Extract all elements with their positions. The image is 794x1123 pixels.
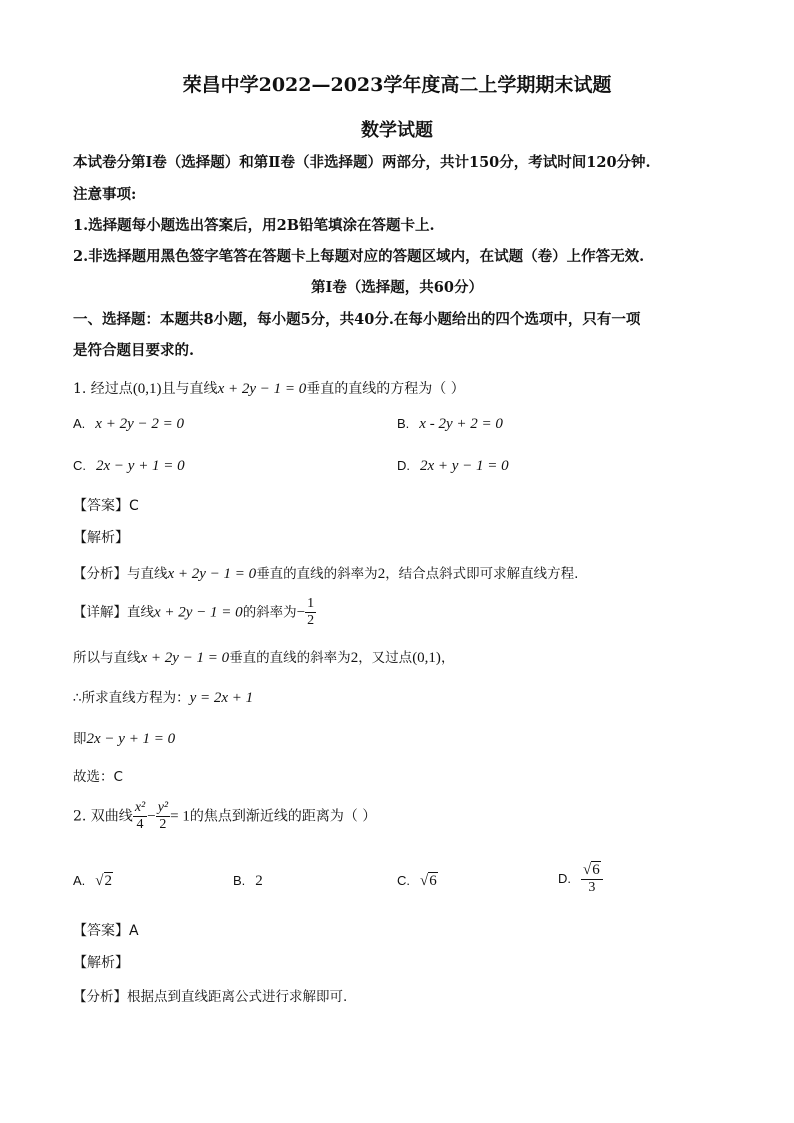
q2-analysis-heading: 【解析】 <box>73 955 129 971</box>
section-instruction-line2: 是符合题目要求的. <box>73 342 195 359</box>
q2-option-d <box>558 862 603 896</box>
q2-option-a-label: A. <box>73 873 86 888</box>
q1-option-a-expr: x + 2y − 2 = 0 <box>95 416 184 432</box>
q1-detail <box>73 596 316 629</box>
q1-result-eq: y = 2x + 1 <box>189 690 254 706</box>
q1-option-c <box>73 458 185 475</box>
q1-result <box>73 686 253 707</box>
q1-so-prefix: 所以与直线 <box>73 650 141 666</box>
q1-result2-eq: 2x − y + 1 = 0 <box>86 731 176 747</box>
q1-mid: 且与直线 <box>161 381 218 397</box>
q2-option-b <box>233 873 263 890</box>
q1-option-b <box>397 416 503 433</box>
q2-frac-y-den: 2 <box>159 817 167 832</box>
q1-option-c-expr: 2x − y + 1 = 0 <box>96 458 185 474</box>
q1-detail-prefix: 【详解】直线 <box>73 604 154 621</box>
q2-option-c-radicand: 6 <box>429 873 437 889</box>
q1-fenxi-eq: x + 2y − 1 = 0 <box>167 566 257 582</box>
q1-fenxi <box>73 562 578 583</box>
q1-fenxi-prefix: 【分析】与直线 <box>73 566 168 582</box>
q1-detail-frac-den: 2 <box>307 613 315 628</box>
q2-option-c-label: C. <box>397 873 410 888</box>
q1-fenxi-mid: 垂直的直线的斜率为 <box>256 566 378 582</box>
question-2-stem <box>73 800 376 833</box>
exam-intro: 本试卷分第Ⅰ卷（选择题）和第Ⅱ卷（非选择题）两部分，共计150分，考试时间120分钟. <box>73 154 651 171</box>
q1-option-a-label: A. <box>73 416 86 431</box>
q1-option-b-expr: x - 2y + 2 = 0 <box>419 416 503 432</box>
q2-minus: − <box>147 808 156 825</box>
q2-frac-x-den: 4 <box>136 817 144 832</box>
q2-frac-x <box>133 800 147 833</box>
subject-title: 数学试题 <box>361 120 433 141</box>
q1-option-c-label: C. <box>73 458 86 473</box>
q2-option-d-sqrt: √6 <box>583 862 600 878</box>
question-1-stem <box>73 378 465 398</box>
q2-option-d-den: 3 <box>588 880 596 895</box>
q1-answer: 【答案】C <box>73 498 139 514</box>
q1-option-d <box>397 458 509 475</box>
q2-frac-y-num: y² <box>157 800 169 815</box>
q2-option-d-radicand: 6 <box>592 862 600 878</box>
notice-item-1: 1.选择题每小题选出答案后，用2B铅笔填涂在答题卡上. <box>73 217 435 234</box>
q1-so-mid2: ，又过点 <box>358 650 413 666</box>
q1-so-end: ， <box>440 650 455 666</box>
q2-option-c <box>397 873 438 890</box>
q1-choose: 故选：C <box>73 769 123 785</box>
q2-eq-tail: = 1 <box>170 808 190 825</box>
q1-so-eq: x + 2y − 1 = 0 <box>140 650 230 666</box>
q1-result-2 <box>73 727 175 748</box>
notice-item-2: 2.非选择题用黑色签字笔答在答题卡上每题对应的答题区域内，在试题（卷）上作答无效. <box>73 248 645 265</box>
q1-detail-frac-num: 1 <box>307 596 315 611</box>
q1-detail-sign: − <box>296 604 306 621</box>
q2-option-b-value: 2 <box>255 873 263 889</box>
q1-fenxi-suffix: ，结合点斜式即可求解直线方程. <box>385 566 579 582</box>
notice-heading: 注意事项: <box>73 186 137 203</box>
q1-option-d-label: D. <box>397 458 410 473</box>
q1-analysis-heading: 【解析】 <box>73 530 129 546</box>
q1-point: (0,1) <box>132 381 162 397</box>
q2-frac-x-num: x² <box>134 800 146 815</box>
q2-prefix: 2. 双曲线 <box>73 808 133 825</box>
q1-line-eq: x + 2y − 1 = 0 <box>217 381 307 397</box>
part-heading: 第Ⅰ卷（选择题，共60分） <box>311 279 483 296</box>
q1-result-prefix: ∴所求直线方程为： <box>73 690 190 706</box>
q2-option-a <box>73 873 113 890</box>
q1-so-mid: 垂直的直线的斜率为 <box>229 650 351 666</box>
q1-fenxi-slope: 2 <box>377 566 386 582</box>
q2-option-d-num <box>581 862 603 880</box>
q2-option-c-sqrt: √6 <box>420 873 437 889</box>
q1-option-b-label: B. <box>397 416 410 431</box>
exam-title: 荣昌中学2022—2023学年度高二上学期期末试题 <box>182 74 612 96</box>
q1-detail-eq: x + 2y − 1 = 0 <box>154 604 243 621</box>
q1-so-point: (0,1) <box>412 650 441 666</box>
q1-detail-mid: 的斜率为 <box>242 604 297 621</box>
q2-option-d-fraction <box>581 862 603 896</box>
q2-option-a-sqrt: √2 <box>95 873 113 889</box>
q2-option-a-radicand: 2 <box>104 873 113 889</box>
q1-detail-fraction <box>305 596 316 629</box>
q1-option-d-expr: 2x + y − 1 = 0 <box>420 458 509 474</box>
q2-fenxi: 【分析】根据点到直线距离公式进行求解即可. <box>73 989 348 1005</box>
q1-option-a <box>73 416 184 433</box>
q2-frac-y <box>156 800 170 833</box>
section-instruction-line1: 一、选择题：本题共8小题，每小题5分，共40分.在每小题给出的四个选项中，只有一项 <box>73 311 641 328</box>
q1-result2-prefix: 即 <box>73 731 87 747</box>
q2-answer: 【答案】A <box>73 923 139 939</box>
q1-prefix: 1. 经过点 <box>73 381 133 397</box>
q1-suffix: 垂直的直线的方程为（ ） <box>306 381 465 397</box>
q1-so-line <box>73 646 454 667</box>
q1-so-slope: 2 <box>350 650 359 666</box>
q2-option-b-label: B. <box>233 873 246 888</box>
q2-suffix: 的焦点到渐近线的距离为（ ） <box>189 808 377 825</box>
q2-option-d-label: D. <box>558 871 571 886</box>
